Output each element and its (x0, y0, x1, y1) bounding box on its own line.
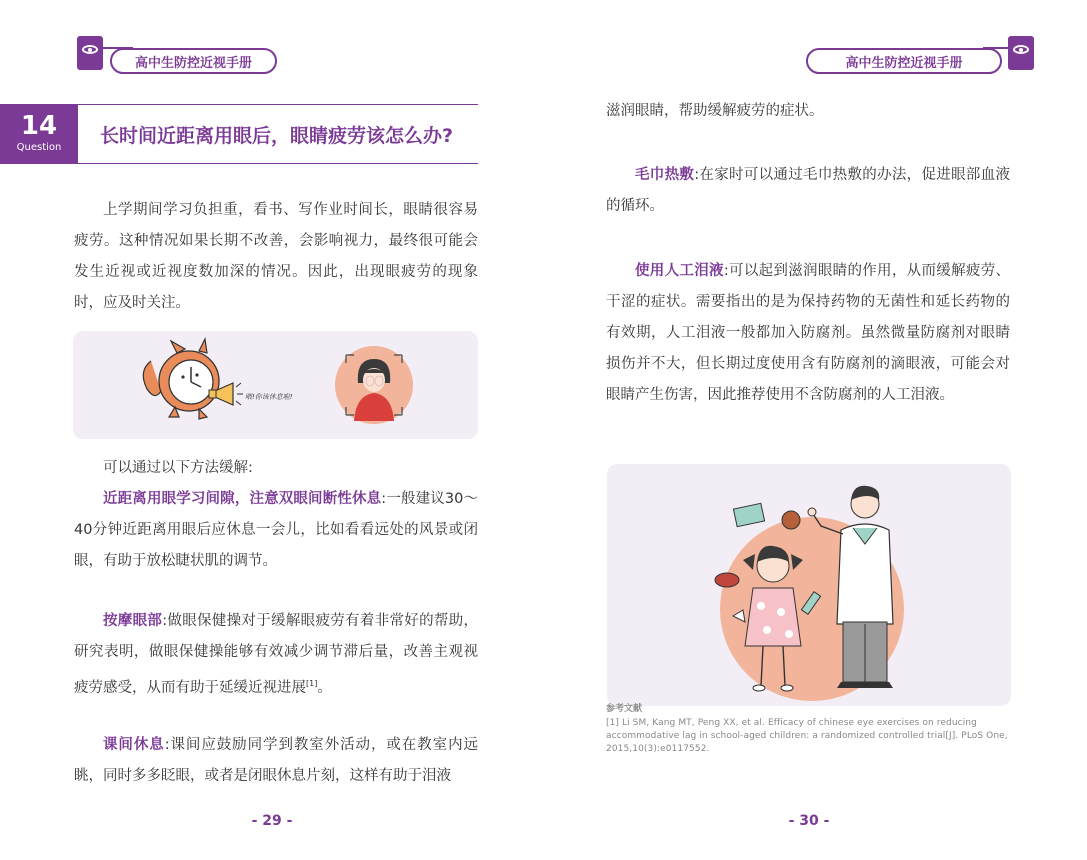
references-title: 参考文献 (606, 704, 643, 714)
eye-book-icon-right (1008, 36, 1034, 70)
method-class-break-text: :课间应鼓励同学到教室外活动，或在教室内远眺，同时多多眨眼，或者是闭眼休息片刻，这样有助于泪液 (74, 737, 478, 784)
header-title-right: 高中生防控近视手册 (806, 48, 1002, 74)
method-eye-massage-label: 按摩眼部 (103, 613, 163, 629)
clock-speech-text: 喂!你该休息啦! (245, 393, 293, 401)
page-number-right: - 30 - (788, 813, 830, 829)
right-page (543, 0, 1087, 860)
question-rule-bottom (78, 163, 478, 164)
method-rest-breaks (74, 484, 478, 577)
citation-marker: [1] (306, 679, 318, 688)
question-title: 长时间近距离用眼后，眼睛疲劳该怎么办? (100, 125, 454, 147)
method-eye-massage-end: 。 (317, 679, 332, 696)
doctor-illustration-panel (607, 464, 1011, 706)
method-artificial-tears (606, 256, 1010, 411)
page-number-left: - 29 - (251, 813, 293, 829)
methods-intro: 可以通过以下方法缓解: (103, 460, 253, 476)
continued-paragraph: 滋润眼睛，帮助缓解疲劳的症状。 (606, 103, 824, 119)
method-artificial-tears-text: :可以起到滋润眼睛的作用，从而缓解疲劳、干涩的症状。需要指出的是为保持药物的无菌性和延长药物的有效期，人工泪液一般都加入防腐剂。虽然微量防腐剂对眼睛损伤并不大，但长期过度使用含有防腐剂的滴眼液，可能会对眼睛产生伤害，因此推荐使用不含防腐剂的人工泪液。 (606, 263, 1010, 403)
references-body: [1] Li SM, Kang MT, Peng XX, et al. Efficacy of chinese eye exercises on reducing accommodative lag in school-aged children: a randomized controlled trial[J]. PLoS One, 2015,10(3):e0117552. (606, 718, 1008, 754)
illustration-panel (73, 331, 478, 439)
eye-book-icon (77, 36, 103, 70)
method-hot-towel-text: :在家时可以通过毛巾热敷的办法，促进眼部血液的循环。 (606, 167, 1010, 214)
references-section (606, 703, 1010, 756)
method-class-break (74, 730, 478, 792)
question-word: Question (16, 142, 62, 153)
method-rest-breaks-label: 近距离用眼学习间隙，注意双眼间断性休息 (103, 491, 382, 507)
method-rest-breaks-text: :一般建议30～40分钟近距离用眼后应休息一会儿，比如看看远处的风景或闭眼，有助于放松睫状肌的调节。 (74, 491, 478, 569)
intro-paragraph: 上学期间学习负担重，看书、写作业时间长，眼睛很容易疲劳。这种情况如果长期不改善，会影响视力，最终很可能会发生近视或近视度数加深的情况。因此，出现眼疲劳的现象时，应及时关注。 (74, 202, 478, 311)
question-badge (0, 104, 78, 164)
method-eye-massage (74, 606, 478, 704)
question-rule-top (78, 104, 478, 105)
header-title: 高中生防控近视手册 (110, 48, 277, 74)
method-artificial-tears-label: 使用人工泪液 (635, 263, 724, 279)
alarm-clock-illustration (133, 331, 353, 439)
question-number: 14 (20, 111, 58, 141)
method-hot-towel (606, 160, 1010, 222)
method-class-break-label: 课间休息 (103, 737, 165, 753)
doctor-and-girl-illustration (607, 464, 1011, 706)
method-hot-towel-label: 毛巾热敷 (635, 167, 695, 183)
method-eye-massage-text: :做眼保健操对于缓解眼疲劳有着非常好的帮助，研究表明，做眼保健操能够有效减少调节滞后量，改善主观视疲劳感受，从而有助于延缓近视进展 (74, 613, 478, 696)
left-page (0, 0, 543, 860)
tired-girl-illustration (332, 343, 416, 427)
